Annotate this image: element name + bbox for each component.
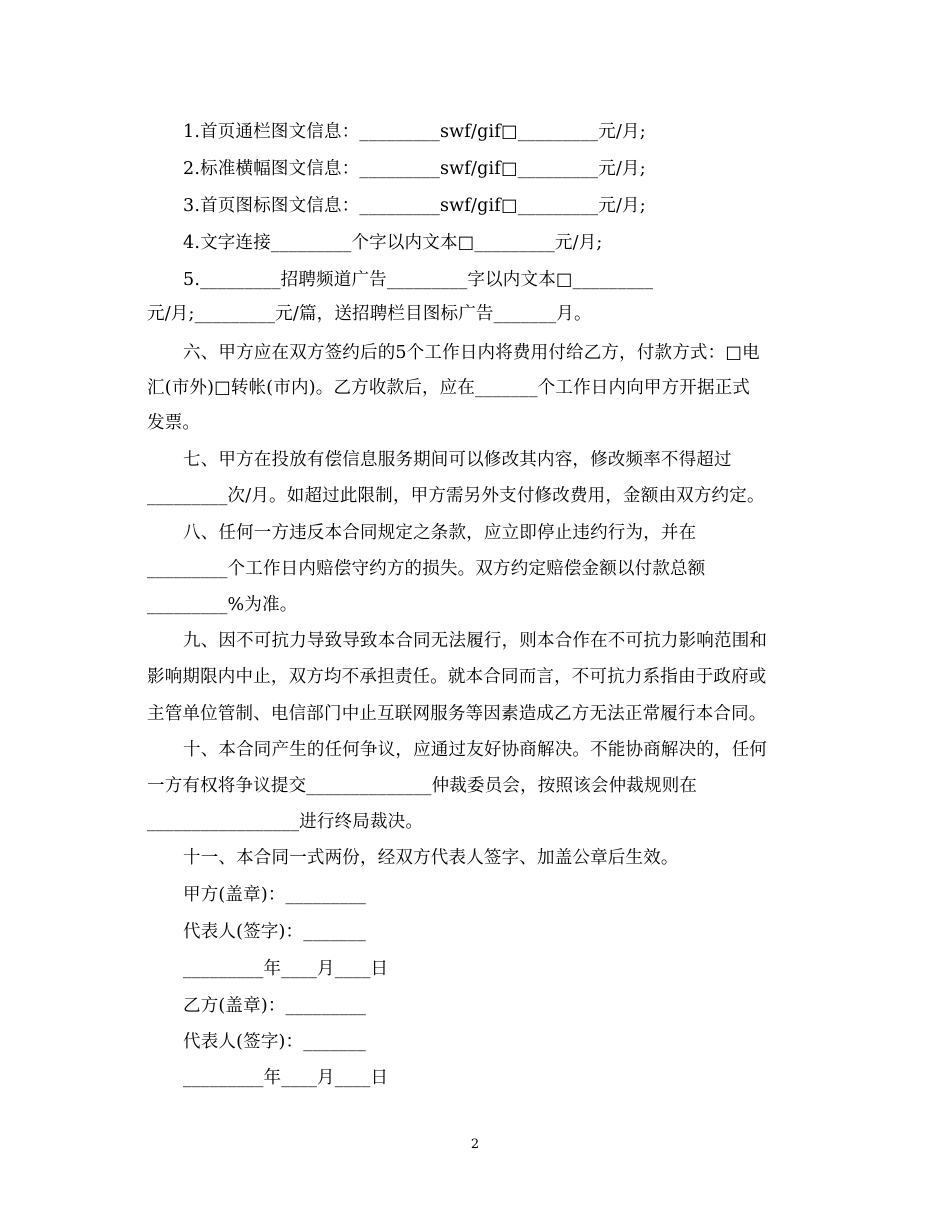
clause-10-line-2: 一方有权将争议提交______________仲裁委员会，按照该会仲裁规则在 bbox=[147, 776, 698, 796]
party-b-seal: 乙方(盖章)：_________ bbox=[183, 996, 367, 1016]
clause-10-line-1: 十、本合同产生的任何争议，应通过友好协商解决。不能协商解决的，任何 bbox=[183, 740, 768, 760]
item-4-text-link: 4.文字连接_________个字以内文本□_________元/月; bbox=[183, 233, 603, 253]
clause-8-line-2: _________个工作日内赔偿守约方的损失。双方约定赔偿金额以付款总额 bbox=[147, 559, 706, 579]
party-a-seal: 甲方(盖章)：_________ bbox=[183, 885, 367, 905]
clause-9-line-1: 九、因不可抗力导致导致本合同无法履行，则本合作在不可抗力影响范围和 bbox=[183, 631, 768, 651]
item-2-standard-banner: 2.标准横幅图文信息：_________swf/gif□_________元/月; bbox=[183, 159, 646, 179]
clause-7-line-1: 七、甲方在投放有偿信息服务期间可以修改其内容，修改频率不得超过 bbox=[183, 450, 732, 470]
clause-11: 十一、本合同一式两份，经双方代表人签字、加盖公章后生效。 bbox=[183, 848, 679, 868]
page-number: 2 bbox=[470, 1137, 480, 1152]
party-b-representative: 代表人(签字)：_______ bbox=[183, 1032, 366, 1052]
clause-9-line-3: 主管单位管制、电信部门中止互联网服务等因素造成乙方无法正常履行本合同。 bbox=[147, 704, 767, 724]
item-3-homepage-icon: 3.首页图标图文信息：_________swf/gif□_________元/月; bbox=[183, 196, 646, 216]
item-1-homepage-banner: 1.首页通栏图文信息：_________swf/gif□_________元/月; bbox=[183, 122, 646, 142]
clause-6-line-3: 发票。 bbox=[147, 413, 201, 433]
party-b-date: _________年____月____日 bbox=[183, 1068, 389, 1088]
clause-6-line-2: 汇(市外)□转帐(市内)。乙方收款后，应在_______个工作日内向甲方开据正式 bbox=[147, 378, 751, 398]
item-5-recruit-ad: 5._________招聘频道广告_________字以内文本□_________ bbox=[183, 270, 654, 290]
clause-6-line-1: 六、甲方应在双方签约后的5个工作日内将费用付给乙方，付款方式：□电 bbox=[183, 343, 760, 363]
clause-7-line-2: _________次/月。如超过此限制，甲方需另外支付修改费用，金额由双方约定。 bbox=[147, 486, 765, 506]
clause-8-line-1: 八、任何一方违反本合同规定之条款，应立即停止违约行为，并在 bbox=[183, 523, 697, 543]
item-5-continuation: 元/月;_________元/篇，送招聘栏目图标广告_______月。 bbox=[147, 304, 592, 324]
clause-9-line-2: 影响期限内中止，双方均不承担责任。就本合同而言，不可抗力系指由于政府或 bbox=[147, 667, 767, 687]
clause-8-line-3: _________%为准。 bbox=[147, 595, 298, 615]
party-a-representative: 代表人(签字)：_______ bbox=[183, 922, 366, 942]
clause-10-line-3: _________________进行终局裁决。 bbox=[147, 812, 424, 832]
party-a-date: _________年____月____日 bbox=[183, 959, 389, 979]
